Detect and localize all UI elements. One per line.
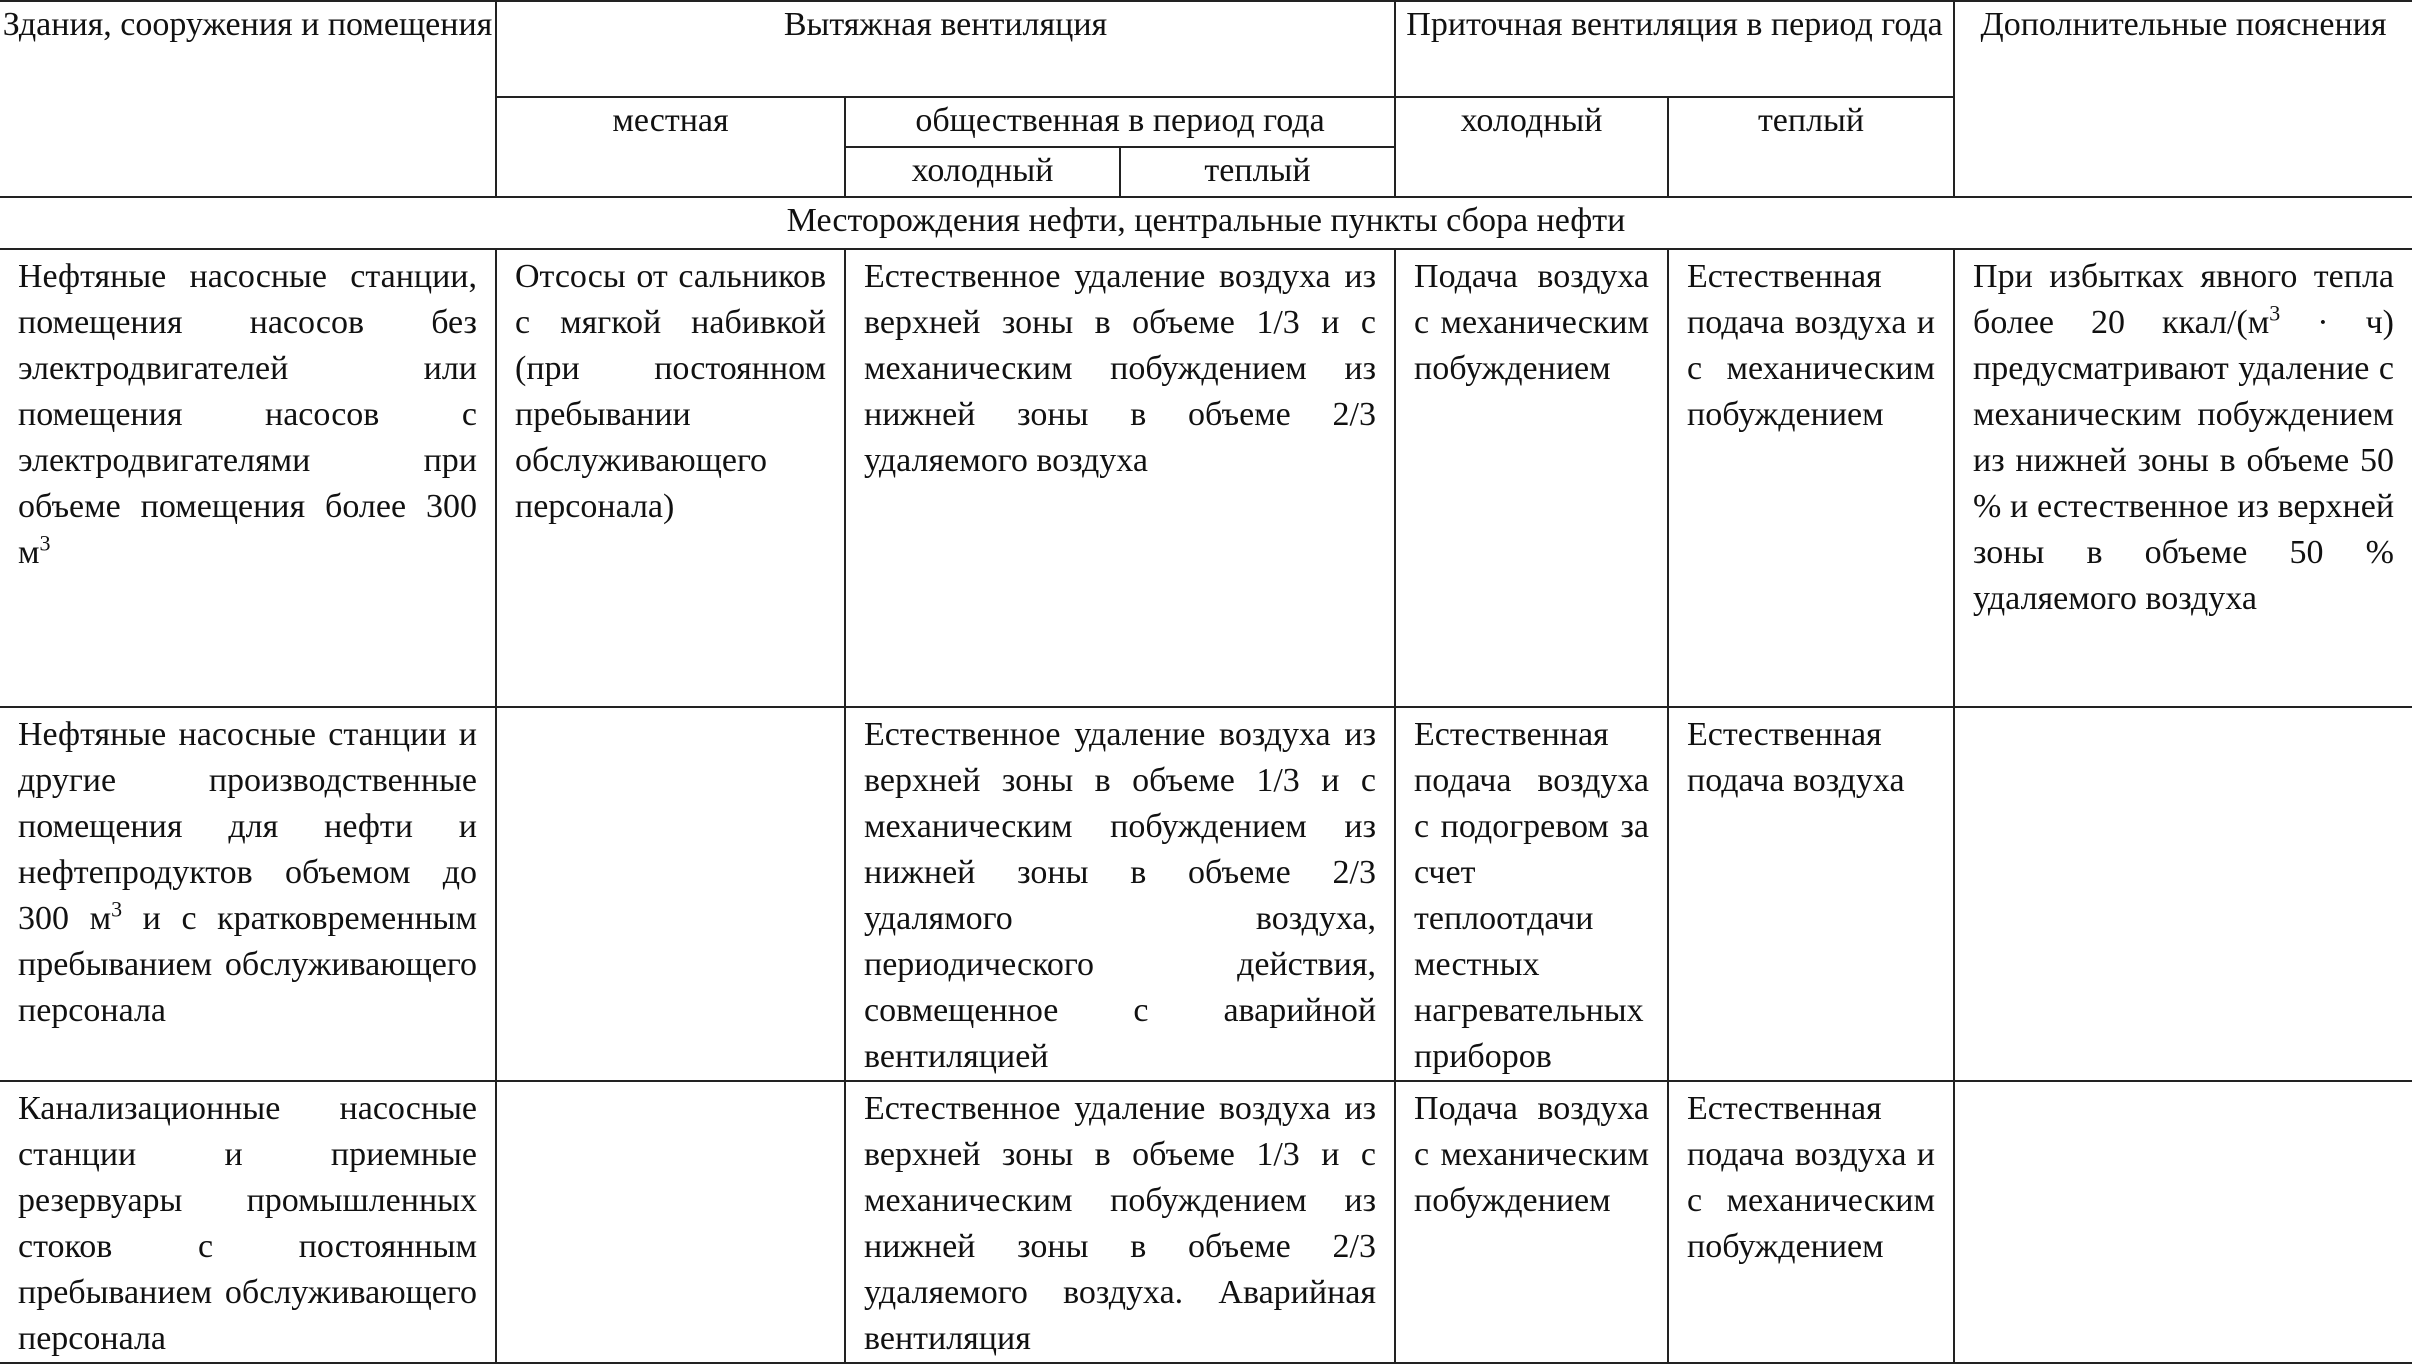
building-text: Канализационные насосные станции и приемные резервуары промышленных стоков с постоянным пребыванием обслуживающего персонала — [18, 1090, 477, 1357]
supply-warm-text: Естественная подача воздуха — [1687, 716, 1905, 799]
notes-text — [1955, 1082, 2412, 1086]
header-buildings: Здания, сооружения и помещения — [0, 1, 496, 197]
general-text: Естественное удаление воздуха из верхней зоны в объеме 1/3 и с механическим побуждением из нижней зоны в объеме 2/3 удалямого воздуха, периодического действия, совмещенное с аварийной вентиляцией — [864, 716, 1377, 1075]
supply-warm-text: Естественная подача воздуха и с механическим побуждением — [1687, 1090, 1936, 1265]
cell-general — [845, 707, 1395, 1081]
cell-notes — [1954, 249, 2412, 707]
building-text: Нефтяные насосные станции, помещения насосов без электродвигателей или помещения насосов с электродвигателями при объеме помещения более 300 м — [18, 258, 477, 571]
header-supply: Приточная вентиляция в период года — [1395, 1, 1954, 97]
cell-supply-warm — [1668, 249, 1954, 707]
building-text: Нефтяные насосные станции и другие производственные помещения для нефти и нефтепродуктов объемом до 300 м — [18, 716, 477, 937]
cell-general — [845, 1081, 1395, 1363]
table-row — [0, 1081, 2412, 1363]
notes-text — [1955, 708, 2412, 712]
supply-cold-text: Подача воздуха с механическим побуждением — [1414, 258, 1650, 387]
supply-cold-text: Подача воздуха с механическим побуждением — [1414, 1090, 1650, 1219]
cell-building — [0, 249, 496, 707]
supply-warm-text: Естественная подача воздуха и с механическим побуждением — [1687, 258, 1936, 433]
header-general-warm: теплый — [1120, 147, 1395, 197]
superscript: 3 — [2269, 300, 2281, 326]
header-supply-warm: теплый — [1668, 97, 1954, 197]
cell-notes — [1954, 707, 2412, 1081]
cell-supply-cold — [1395, 707, 1668, 1081]
cell-local — [496, 1081, 845, 1363]
superscript: 3 — [39, 530, 51, 556]
table-body — [0, 197, 2412, 1363]
cell-supply-cold — [1395, 249, 1668, 707]
cell-general — [845, 249, 1395, 707]
header-exhaust: Вытяжная вентиляция — [496, 1, 1395, 97]
cell-supply-warm — [1668, 707, 1954, 1081]
notes-text: При избытках явного тепла более 20 ккал/(м — [1973, 258, 2395, 341]
header-general-cold: холодный — [845, 147, 1120, 197]
header-general: общественная в период года — [845, 97, 1395, 147]
superscript: 3 — [111, 896, 123, 922]
cell-local — [496, 249, 845, 707]
general-text: Естественное удаление воздуха из верхней зоны в объеме 1/3 и с механическим побуждением из нижней зоны в объеме 2/3 удаляемого воздуха. Аварийная вентиляция — [864, 1090, 1377, 1357]
supply-cold-text: Естественная подача воздуха с подогревом за счет теплоотдачи местных нагревательных приборов — [1414, 716, 1650, 1075]
section-title: Месторождения нефти, центральные пункты сбора нефти — [0, 197, 2412, 249]
table-row — [0, 249, 2412, 707]
cell-building — [0, 707, 496, 1081]
section-row — [0, 197, 2412, 249]
header-local: местная — [496, 97, 845, 197]
header-supply-cold: холодный — [1395, 97, 1668, 197]
table-row — [0, 707, 2412, 1081]
building-text-continued: и с кратковременным пребыванием обслуживающего персонала — [18, 900, 477, 1029]
cell-notes — [1954, 1081, 2412, 1363]
local-text: Отсосы от сальников с мягкой набивкой (при постоянном пребывании обслуживающего персонала) — [515, 258, 826, 525]
cell-supply-cold — [1395, 1081, 1668, 1363]
cell-local — [496, 707, 845, 1081]
table-header — [0, 1, 2412, 197]
local-text — [497, 1082, 844, 1086]
cell-building — [0, 1081, 496, 1363]
cell-supply-warm — [1668, 1081, 1954, 1363]
local-text — [497, 708, 844, 712]
general-text: Естественное удаление воздуха из верхней зоны в объеме 1/3 и с механическим побуждением из нижней зоны в объеме 2/3 удаляемого воздуха — [864, 258, 1377, 479]
notes-text-continued: · ч) предусматривают удаление с механическим побуждением из нижней зоны в объеме 50 % и естественное из верхней зоны в объеме 50 % удаляемого воздуха — [1973, 304, 2395, 617]
header-notes: Дополнительные пояснения — [1954, 1, 2412, 197]
